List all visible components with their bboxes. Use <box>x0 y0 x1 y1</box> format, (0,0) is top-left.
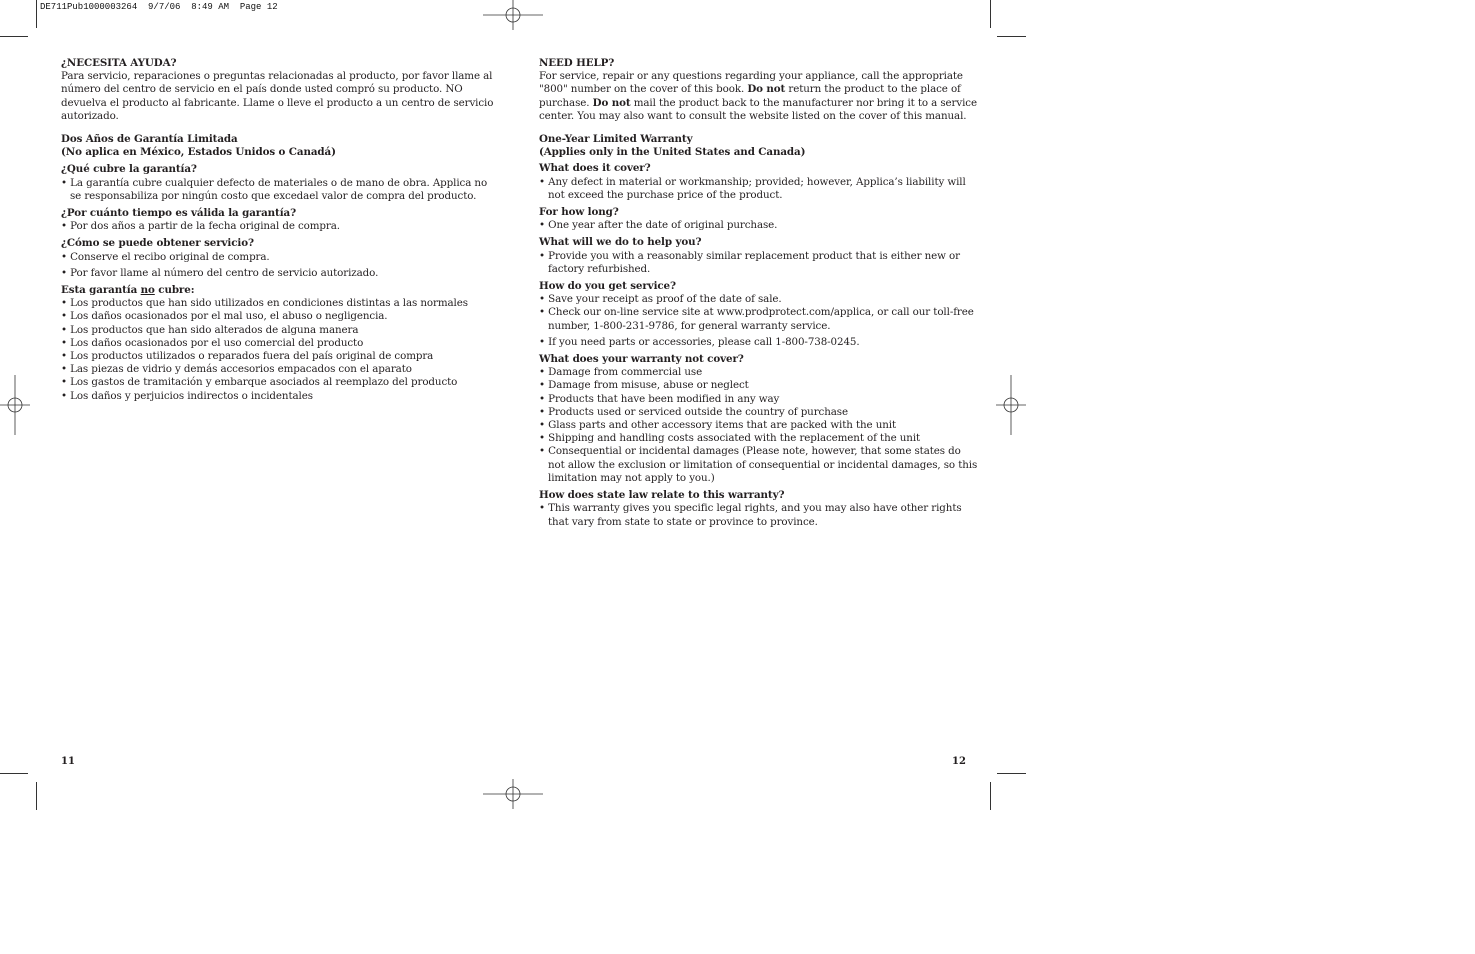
answer-duration: • One year after the date of original purchase. <box>539 219 778 232</box>
question-help: What will we do to help you? <box>539 236 702 249</box>
question-coverage: ¿Qué cubre la garantía? <box>61 163 197 176</box>
answer-help: • Provide you with a reasonably similar replacement product that is either new or factory refurbished. <box>539 249 960 275</box>
warranty-subtitle: (Applies only in the United States and Canada) <box>539 146 806 159</box>
list-item: • Damage from commercial use <box>539 366 703 379</box>
help-title: NEED HELP? <box>539 57 615 69</box>
registration-mark-top-icon <box>483 0 543 30</box>
warranty-section <box>61 133 501 403</box>
list-item: • Los productos utilizados o reparados fuera del país original de compra <box>61 350 434 363</box>
question-duration: ¿Por cuánto tiempo es válida la garantía? <box>61 207 297 220</box>
list-item: • Los daños ocasionados por el uso comercial del producto <box>61 336 364 349</box>
warranty-subtitle: (No aplica en México, Estados Unidos o Canadá) <box>61 146 336 159</box>
print-slug: DE711Pub1000003264 9/7/06 8:49 AM Page 12 <box>40 2 278 12</box>
registration-mark-bottom-icon <box>483 779 543 809</box>
answer-service-receipt: • Save your receipt as proof of the date of sale. <box>539 293 782 306</box>
list-item: • Products used or serviced outside the country of purchase <box>539 405 848 418</box>
not-covered-list <box>539 366 979 485</box>
help-title: ¿NECESITA AYUDA? <box>61 57 177 69</box>
list-item: • Las piezas de vidrio y demás accesorios empacados con el aparato <box>61 363 412 376</box>
list-item: • Consequential or incidental damages (Please note, however, that some states do not allow the exclusion or limitation of consequential or incidental damages, so this limitation may not apply to you.) <box>539 445 978 484</box>
answer-service-call: • Por favor llame al número del centro de servicio autorizado. <box>61 266 379 279</box>
question-duration: For how long? <box>539 206 619 219</box>
help-section <box>539 57 979 123</box>
list-item: • Los daños y perjuicios indirectos o incidentales <box>61 389 313 402</box>
answer-state-law: • This warranty gives you specific legal rights, and you may also have other rights that vary from state to state or province to province. <box>539 502 962 528</box>
page-number-left: 11 <box>61 756 75 767</box>
spanish-page <box>61 57 501 403</box>
answer-duration: • Por dos años a partir de la fecha original de compra. <box>61 220 340 233</box>
warranty-section <box>539 133 979 529</box>
list-item: • Shipping and handling costs associated with the replacement of the unit <box>539 432 921 445</box>
answer-coverage: • La garantía cubre cualquier defecto de materiales o de mano de obra. Applica no se responsabiliza por ningún costo que excedael valor de compra del producto. <box>61 176 488 202</box>
warranty-title: Dos Años de Garantía Limitada <box>61 133 238 146</box>
list-item: • Glass parts and other accessory items that are packed with the unit <box>539 419 897 432</box>
list-item: • Los productos que han sido utilizados en condiciones distintas a las normales <box>61 297 468 310</box>
answer-service-receipt: • Conserve el recibo original de compra. <box>61 250 270 263</box>
help-text: For service, repair or any questions regarding your appliance, call the appropriate "800" number on the cover of this book. Do not return the product to the place of purchase. Do not mail the product back to the manufacturer nor bring it to a service center. You may also want to consult the website listed on the cover of this manual. <box>539 70 977 122</box>
question-not-covered: Esta garantía no cubre: <box>61 284 195 297</box>
list-item: • Los gastos de tramitación y embarque asociados al reemplazo del producto <box>61 376 458 389</box>
question-not-covered: What does your warranty not cover? <box>539 353 744 366</box>
answer-service-online: • Check our on-line service site at www.prodprotect.com/applica, or call our toll-free number, 1-800-231-9786, for general warranty service. <box>539 306 974 332</box>
not-covered-list <box>61 297 501 403</box>
list-item: • Products that have been modified in any way <box>539 392 780 405</box>
answer-service-parts: • If you need parts or accessories, please call 1-800-738-0245. <box>539 335 860 348</box>
registration-mark-right-icon <box>996 375 1026 435</box>
english-page <box>539 57 979 529</box>
list-item: • Los daños ocasionados por el mal uso, el abuso o negligencia. <box>61 310 388 323</box>
page-number-right: 12 <box>952 756 966 767</box>
registration-mark-left-icon <box>0 375 30 435</box>
question-state-law: How does state law relate to this warranty? <box>539 489 785 502</box>
question-service: ¿Cómo se puede obtener servicio? <box>61 237 254 250</box>
question-coverage: What does it cover? <box>539 162 651 175</box>
answer-coverage: • Any defect in material or workmanship; provided; however, Applica’s liability will not exceed the purchase price of the product. <box>539 175 966 201</box>
list-item: • Damage from misuse, abuse or neglect <box>539 379 749 392</box>
list-item: • Los productos que han sido alterados de alguna manera <box>61 323 359 336</box>
help-text: Para servicio, reparaciones o preguntas relacionadas al producto, por favor llame al número del centro de servicio en el país donde usted compró su producto. NO devuelva el producto al fabricante. Llame o lleve el producto a un centro de servicio autorizado. <box>61 70 494 122</box>
warranty-title: One-Year Limited Warranty <box>539 133 693 146</box>
question-service: How do you get service? <box>539 280 676 293</box>
help-section <box>61 57 501 123</box>
